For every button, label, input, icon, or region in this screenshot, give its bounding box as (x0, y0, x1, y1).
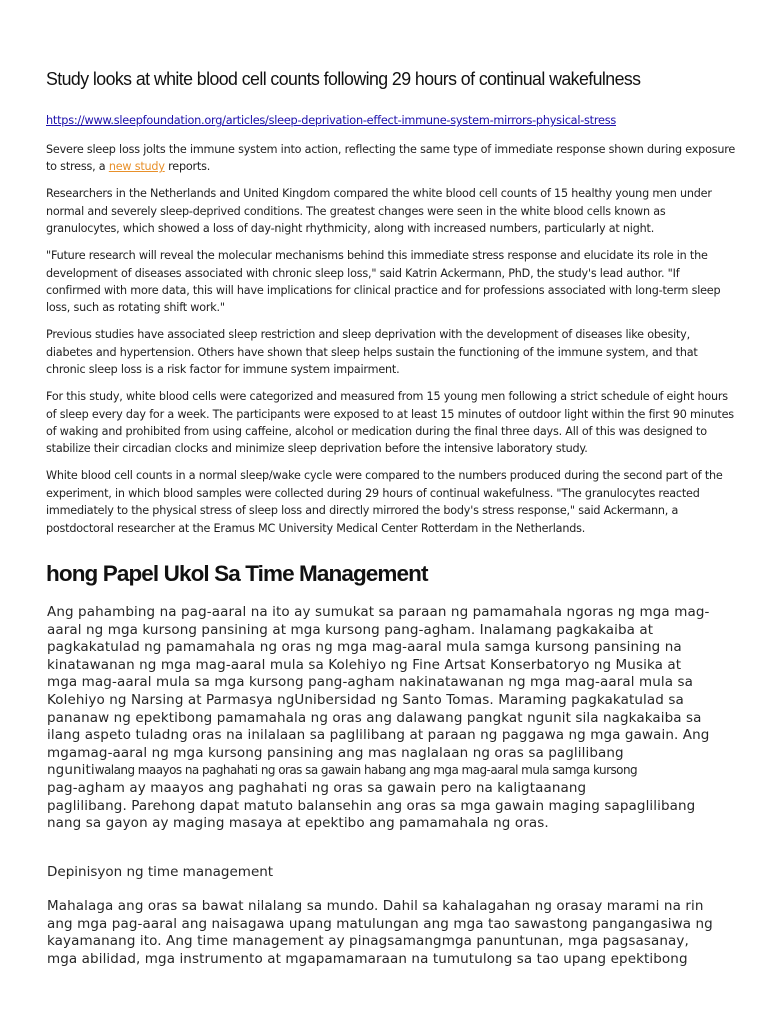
article-paragraph-4: Previous studies have associated sleep restriction and sleep deprivation with the development of diseases like obesity, diabetes and hypertension. Others have shown that sleep helps sustain the functioning of the immune system, and that chronic sleep loss is a risk factor for immune system impairment. (46, 328, 698, 377)
essay-definition-line: ang mga pag-aaral ang naisagawa upang matulungan ang mga tao sawastong pangangasiwa ng (47, 915, 713, 932)
article-paragraph-6: White blood cell counts in a normal sleep/wake cycle were compared to the numbers produced during the second part of the experiment, in which blood samples were collected during 29 hours of continual wakefulness. "The granulocytes reacted immediately to the physical stress of sleep loss and directly mirrored the body's stress response," said Ackermann, a postdoctoral researcher at the Eramus MC University Medical Center Rotterdam in the Netherlands. (46, 469, 723, 535)
essay-intro-line: Kolehiyo ng Narsing at Parmasya ngUnibersidad ng Santo Tomas. Maraming pagkakatulad sa (47, 691, 684, 708)
essay-tight-line-rest: walang maayos na paghahati ng oras sa gawain habang ang mga mag-aaral mula samga kursong (94, 763, 638, 778)
essay-intro-line: pananaw ng epektibong pamamahala ng oras ang dalawang pangkat ngunit sila nagkakaiba sa (47, 709, 702, 726)
article-paragraph-5: For this study, white blood cells were categorized and measured from 15 young men following a strict schedule of eight hours of sleep every day for a week. The participants were exposed to at least 15 minutes of outdoor light within the first 90 minutes of waking and prohibited from using caffeine, alcohol or medication during the final three days. All of this was designed to stabilize their circadian clocks and minimize sleep deprivation before the intensive laboratory study. (46, 390, 734, 456)
article-paragraph-3: "Future research will reveal the molecular mechanisms behind this immediate stress response and elucidate its role in the development of diseases associated with chronic sleep loss," said Katrin Ackermann, PhD, the study's lead author. "If confirmed with more data, this will have implications for clinical practice and for professions associated with long-term sleep loss, such as rotating shift work." (46, 249, 721, 315)
article-paragraph-1-end: reports. (164, 160, 211, 174)
essay-intro-line: pagkakatulad ng pamamahala ng oras ng mga mag-aaral mula samga kursong pansining na (47, 639, 682, 656)
article-paragraph-2: Researchers in the Netherlands and United Kingdom compared the white blood cell counts of 15 healthy young men under normal and severely sleep-deprived conditions. The greatest changes were seen in the white blood cells known as granulocytes, which showed a loss of day-night rhythmicity, along with increased numbers, particularly at night. (46, 187, 712, 236)
essay-definition-line: kayamanang ito. Ang time management ay pinagsamangmga panuntunan, mga pagsasanay, (47, 933, 689, 950)
essay-intro-line: ilang aspeto tuladng oras na inilalaan sa paglilibang at paraan ng paggawa ng mga gawain. Ang (47, 727, 710, 744)
essay-definition (47, 898, 737, 968)
essay-intro-line: mga mag-aaral mula sa mga kursong pang-agham nakinatawanan ng mga mag-aaral mula sa (47, 674, 694, 691)
source-url-link[interactable]: https://www.sleepfoundation.org/articles/sleep-deprivation-effect-immune-system-mirrors-physical-stress (46, 114, 616, 127)
essay-intro (47, 604, 737, 833)
essay-intro-line: kinatawanan ng mga mag-aaral mula sa Kolehiyo ng Fine Artsat Konserbatoryo ng Musika at (47, 656, 682, 673)
essay-intro-line: nang sa gayon ay maging masaya at epektibo ang pamamahala ng oras. (47, 815, 549, 832)
essay-intro-line: Ang pahambing na pag-aaral na ito ay sumukat sa paraan ng pamamahala ngoras ng mga mag- (47, 604, 710, 620)
article-paragraph-1 (46, 141, 736, 176)
essay-definition-line: mga abilidad, mga instrumento at mgapamamaraan na tumutulong sa tao upang epektibong (47, 950, 688, 967)
article-title: Study looks at white blood cell counts following 29 hours of continual wakefulness (46, 68, 641, 89)
article-body (46, 141, 736, 547)
article-paragraph-1-start: Severe sleep loss jolts the immune system into action, reflecting the same type of immediate response shown during exposure to stress, a (46, 143, 736, 174)
essay-intro-line-mixed (47, 762, 737, 780)
new-study-link[interactable]: new study (108, 160, 165, 174)
essay-heading: hong Papel Ukol Sa Time Management (46, 561, 428, 586)
essay-intro-line: paglilibang. Parehong dapat matuto balansehin ang oras sa mga gawain maging sapaglilibang (47, 797, 696, 814)
essay-tight-line-lead: nguniti (47, 762, 95, 779)
essay-definition-line: Mahalaga ang oras sa bawat nilalang sa mundo. Dahil sa kahalagahan ng orasay marami na rin (47, 898, 704, 914)
essay-intro-line: mgamag-aaral ng mga kursong pansining ang mas naglalaan ng oras sa paglilibang (47, 744, 624, 761)
essay-intro-line: aaral ng mga kursong pansining at mga kursong pang-agham. Inalamang pagkakaiba at (47, 621, 654, 638)
essay-subheading: Depinisyon ng time management (47, 864, 274, 880)
essay-intro-line: pag-agham ay maayos ang paghahati ng oras sa gawain pero na kaligtaanang (47, 779, 587, 796)
